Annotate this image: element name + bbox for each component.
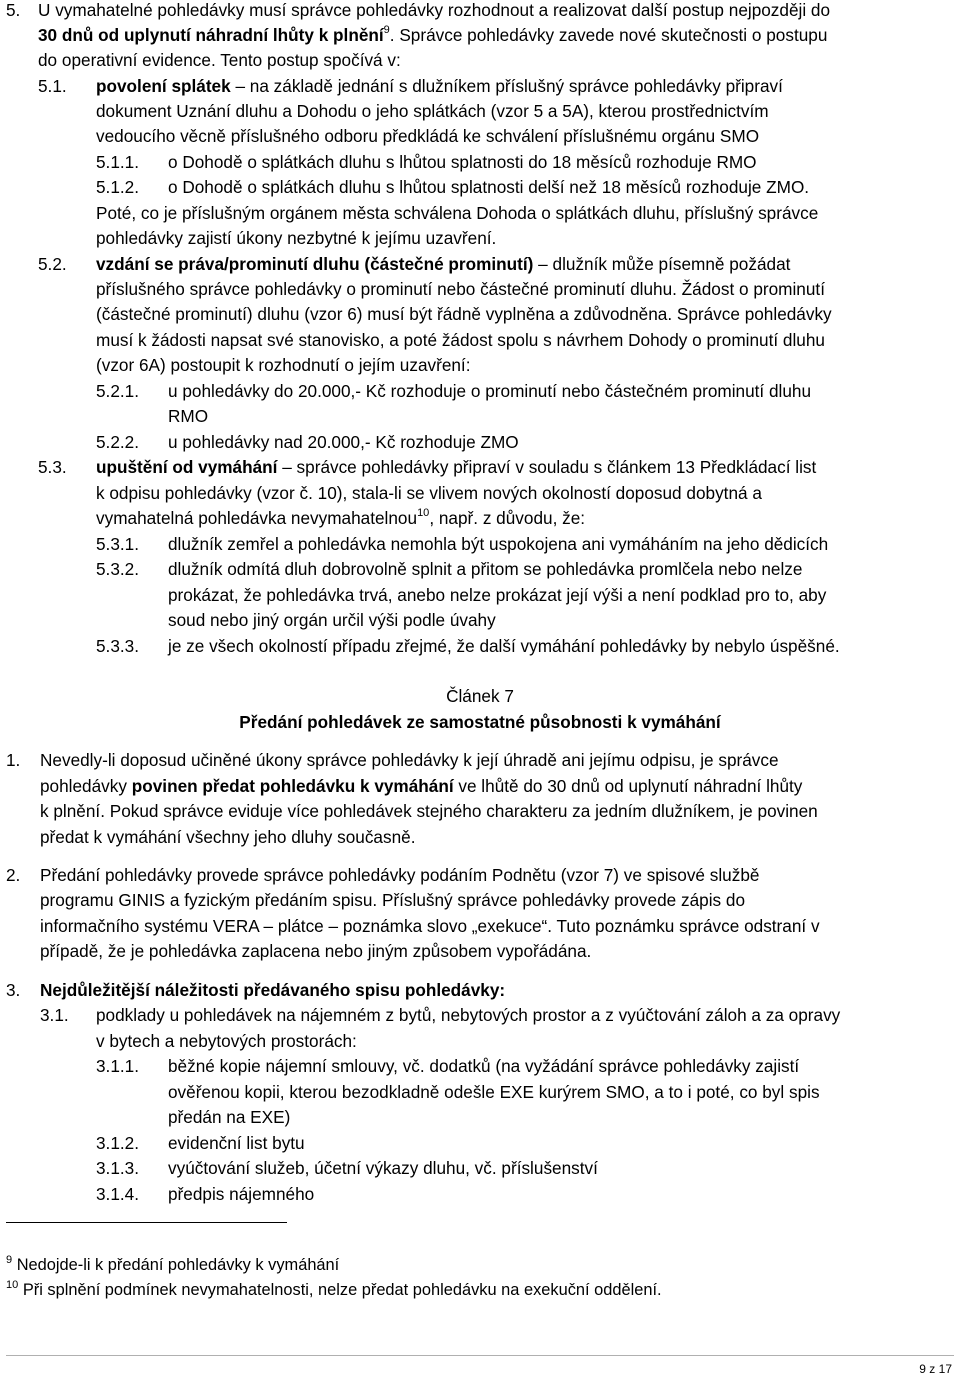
section-5-3-number: 5.3.	[38, 457, 67, 477]
article-item-2-line-4: případě, že je pohledávka zaplacena nebo jiným způsobem vypořádána.	[40, 941, 592, 961]
article-item-2-line-2: programu GINIS a fyzickým předáním spisu. Příslušný správce pohledávky provede zápis do	[40, 890, 745, 910]
section-3-1-4-number: 3.1.4.	[96, 1184, 140, 1204]
footnote-mark: 10	[6, 1278, 19, 1291]
article-item-2-number: 2.	[6, 865, 21, 885]
article-title: Předání pohledávek ze samostatné působnosti k vymáhání	[239, 712, 721, 732]
section-5-1-title: povolení splátek	[96, 76, 231, 96]
footnote-ref-9: 9	[383, 24, 390, 37]
page-number: 9 z 17	[919, 1362, 952, 1376]
footnote-ref-10: 10	[417, 507, 430, 520]
section-5-3-3-text: je ze všech okolností případu zřejmé, že další vymáhání pohledávky by nebylo úspěšné.	[168, 636, 840, 656]
section-5-1-2-number: 5.1.2.	[96, 177, 140, 197]
section-3-1-1-line-3: předán na EXE)	[168, 1107, 291, 1127]
section-5-2-line-3: (částečné prominutí) dluhu (vzor 6) musí být řádně vyplněna a zdůvodněna. Správce pohledávky	[96, 304, 832, 324]
section-5-3-line-2: k odpisu pohledávky (vzor č. 10), stala-li se vlivem nových okolností doposud dobytná a	[96, 483, 762, 503]
section-5-1-para-line-2: pohledávky zajistí úkony nezbytné k jejímu uzavření.	[96, 228, 497, 248]
item-5-line-3: do operativní evidence. Tento postup spočívá v:	[38, 50, 401, 70]
item-5-deadline: 30 dnů od uplynutí náhradní lhůty k plnění	[38, 25, 384, 45]
article-item-3-title: Nejdůležitější náležitosti předávaného spisu pohledávky:	[40, 980, 506, 1000]
page-footer-rule	[6, 1355, 954, 1356]
section-5-3-1-text: dlužník zemřel a pohledávka nemohla být uspokojena ani vymáháním na jeho dědicích	[168, 534, 829, 554]
item-5-number: 5.	[6, 0, 21, 20]
section-3-1-3-text: vyúčtování služeb, účetní výkazy dluhu, vč. příslušenství	[168, 1158, 598, 1178]
footnote-text: Při splnění podmínek nevymahatelnosti, nelze předat pohledávku na exekuční oddělení.	[22, 1281, 662, 1299]
section-5-3-2-number: 5.3.2.	[96, 559, 140, 579]
section-3-1-4-text: předpis nájemného	[168, 1184, 315, 1204]
section-5-2-2-text: u pohledávky nad 20.000,- Kč rozhoduje ZMO	[168, 432, 519, 452]
footnote-mark: 9	[6, 1253, 13, 1266]
section-3-1-1-number: 3.1.1.	[96, 1056, 140, 1076]
section-5-1-para-line-1: Poté, co je příslušným orgánem města schválena Dohoda o splátkách dluhu, příslušný správce	[96, 203, 819, 223]
section-3-1-3-number: 3.1.3.	[96, 1158, 140, 1178]
article-item-3-number: 3.	[6, 980, 21, 1000]
footnote-separator	[6, 1222, 287, 1223]
section-5-2-1-line-2: RMO	[168, 406, 209, 426]
section-5-3-2-line-2: prokázat, že pohledávka trvá, anebo nelze prokázat její výši a není podklad pro to, aby	[168, 585, 827, 605]
section-5-2-line-1: vzdání se práva/prominutí dluhu (částečné prominutí) – dlužník může písemně požádat	[96, 254, 791, 274]
section-3-1-1-line-2: ověřenou kopii, kterou bezodkladně odešle EXE kurýrem SMO, a to i poté, co byl spis	[168, 1082, 820, 1102]
section-5-1-1-text: o Dohodě o splátkách dluhu s lhůtou splatnosti do 18 měsíců rozhoduje RMO	[168, 152, 757, 172]
section-5-3-title: upuštění od vymáhání	[96, 457, 278, 477]
section-5-2-title: vzdání se práva/prominutí dluhu (částečné prominutí)	[96, 254, 534, 274]
section-5-1-line-3: vedoucího věcně příslušného odboru předkládá ke schválení příslušnému orgánu SMO	[96, 126, 760, 146]
section-5-2-line-5: (vzor 6A) postoupit k rozhodnutí o jejím uzavření:	[96, 355, 471, 375]
article-item-2-line-3: informačního systému VERA – plátce – poznámka slovo „exekuce“. Tuto poznámku správce odstraní v	[40, 916, 820, 936]
section-5-2-line-4: musí k žádosti napsat své stanovisko, a poté žádost spolu s návrhem Dohody o prominutí dluhu	[96, 330, 825, 350]
article-item-1-obligation: povinen předat pohledávku k vymáhání	[131, 776, 454, 796]
section-3-1-line-1: podklady u pohledávek na nájemném z bytů, nebytových prostor a z vyúčtování záloh a za opravy	[96, 1005, 841, 1025]
footnote-text: Nedojde-li k předání pohledávky k vymáhání	[16, 1256, 340, 1274]
article-item-1-line-3: k plnění. Pokud správce eviduje více pohledávek stejného charakteru za jedním dlužníkem, je povinen	[40, 801, 818, 821]
section-5-2-line-2: příslušného správce pohledávky o prominutí nebo částečné prominutí dluhu. Žádost o prominutí	[96, 279, 825, 299]
item-5-line-2: 30 dnů od uplynutí náhradní lhůty k plnění$^9$. Správce pohledávky zavede nové skutečnosti o postupu	[38, 24, 828, 45]
footnote-9	[6, 1255, 339, 1275]
section-5-3-line-1: upuštění od vymáhání – správce pohledávky připraví v souladu s článkem 13 Předkládací list	[96, 457, 817, 477]
section-5-1-line-2: dokument Uznání dluhu a Dohodu o jeho splátkách (vzor 5 a 5A), kterou prostřednictvím	[96, 101, 769, 121]
footnote-10	[6, 1280, 662, 1300]
section-5-3-3-number: 5.3.3.	[96, 636, 140, 656]
article-item-1-line-1: Nevedly-li doposud učiněné úkony správce pohledávky k její úhradě ani jejímu odpisu, je správce	[40, 750, 779, 770]
section-5-3-line-3: vymahatelná pohledávka nevymahatelnou$^{10}$, např. z důvodu, že:	[96, 507, 586, 528]
article-item-1-line-4: předat k vymáhání všechny jeho dluhy současně.	[40, 827, 416, 847]
section-5-3-1-number: 5.3.1.	[96, 534, 140, 554]
article-item-1-line-2: pohledávky povinen předat pohledávku k vymáhání ve lhůtě do 30 dnů od uplynutí náhradní lhůty	[40, 776, 803, 796]
section-3-1-line-2: v bytech a nebytových prostorách:	[96, 1031, 357, 1051]
section-5-1-number: 5.1.	[38, 76, 67, 96]
section-5-2-2-number: 5.2.2.	[96, 432, 140, 452]
section-5-3-2-line-1: dlužník odmítá dluh dobrovolně splnit a přitom se pohledávka promlčela nebo nelze	[168, 559, 803, 579]
section-5-1-line-1: povolení splátek – na základě jednání s dlužníkem příslušný správce pohledávky připraví	[96, 76, 783, 96]
article-item-1-number: 1.	[6, 750, 21, 770]
section-5-2-number: 5.2.	[38, 254, 67, 274]
section-3-1-number: 3.1.	[40, 1005, 69, 1025]
section-5-3-2-line-3: soud nebo jiný orgán určil výši podle úvahy	[168, 610, 496, 630]
section-5-2-1-number: 5.2.1.	[96, 381, 140, 401]
item-5-line-1: U vymahatelné pohledávky musí správce pohledávky rozhodnout a realizovat další postup nejpozději do	[38, 0, 831, 20]
section-3-1-2-number: 3.1.2.	[96, 1133, 140, 1153]
section-5-2-1-line-1: u pohledávky do 20.000,- Kč rozhoduje o prominutí nebo částečném prominutí dluhu	[168, 381, 812, 401]
section-3-1-1-line-1: běžné kopie nájemní smlouvy, vč. dodatků (na vyžádání správce pohledávky zajistí	[168, 1056, 800, 1076]
article-item-2-line-1: Předání pohledávky provede správce pohledávky podáním Podnětu (vzor 7) ve spisové službě	[40, 865, 760, 885]
section-3-1-2-text: evidenční list bytu	[168, 1133, 305, 1153]
section-5-1-1-number: 5.1.1.	[96, 152, 140, 172]
section-5-1-2-text: o Dohodě o splátkách dluhu s lhůtou splatnosti delší než 18 měsíců rozhoduje ZMO.	[168, 177, 810, 197]
article-heading: Článek 7	[446, 686, 514, 706]
